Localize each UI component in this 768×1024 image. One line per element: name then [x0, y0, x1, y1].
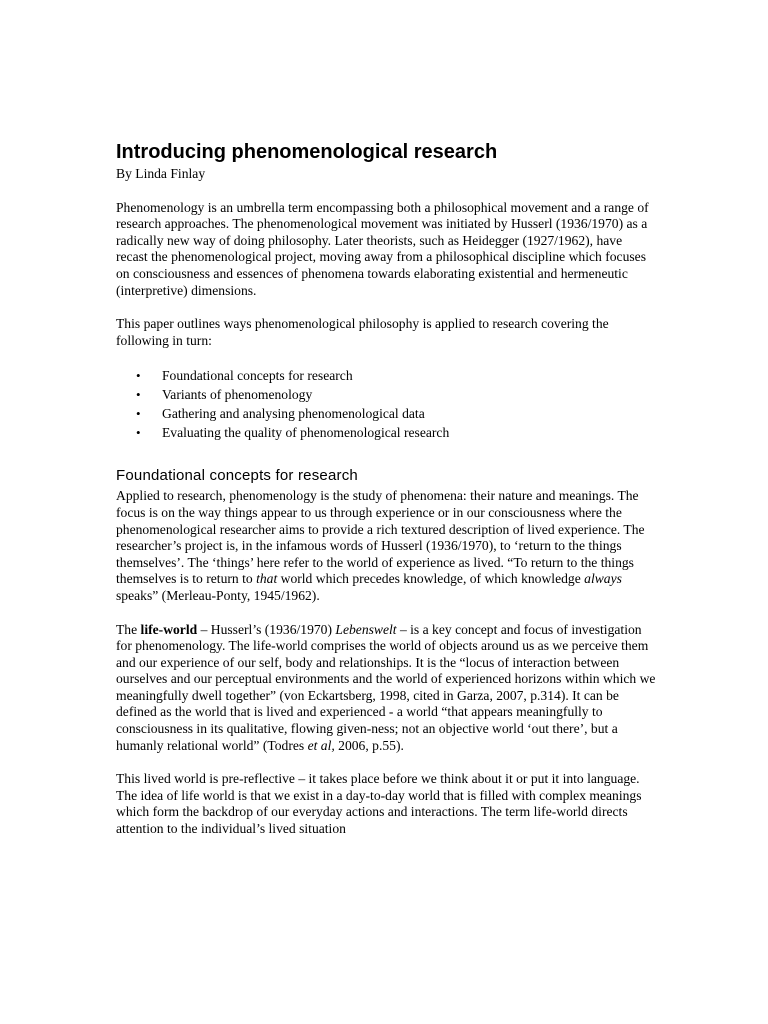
- bullet-icon: •: [136, 387, 141, 403]
- topic-list: [116, 366, 656, 442]
- list-item: [136, 404, 656, 423]
- section-heading: Foundational concepts for research: [116, 467, 358, 485]
- topic-label: Gathering and analysing phenomenological data: [162, 406, 425, 422]
- body-paragraph: The life-world – Husserl’s (1936/1970) Lebenswelt – is a key concept and focus of investigation for phenomenology. The life-world comprises the world of objects around us as we perceive them and our experience of our self, body and relationships. It is the “locus of interaction between ourselves and our perceptual environments and the world of experienced horizons within which we meaningfully dwell together” (von Eckartsberg, 1998, cited in Garza, 2007, p.314). It can be defined as the world that is lived and experienced - a world “that appears meaningfully to consciousness in its qualitative, flowing given-ness; not an objective world ‘out there’, but a humanly relational world” (Todres et al, 2006, p.55).: [116, 621, 656, 753]
- document-title: Introducing phenomenological research: [116, 141, 498, 163]
- bullet-icon: •: [136, 368, 141, 384]
- outline-paragraph: This paper outlines ways phenomenological philosophy is applied to research covering the following in turn:: [116, 316, 609, 348]
- body-paragraph: Applied to research, phenomenology is the study of phenomena: their nature and meanings. The focus is on the way things appear to us through experience or in our consciousness where the phenomenological researcher aims to provide a rich textured description of lived experience. The researcher’s project is, in the infamous words of Husserl (1936/1970), to ‘return to the things themselves’. The ‘things’ here refer to the world of experience as lived. “To return to the things themselves is to return to that world which precedes knowledge, of which knowledge always speaks” (Merleau-Ponty, 1945/1962).: [116, 488, 645, 603]
- topic-label: Variants of phenomenology: [162, 387, 313, 403]
- topic-label: Evaluating the quality of phenomenological research: [162, 425, 450, 441]
- document-page: [116, 140, 656, 838]
- bullet-icon: •: [136, 406, 141, 422]
- body-paragraph: This lived world is pre-reflective – it takes place before we think about it or put it into language. The idea of life world is that we exist in a day-to-day world that is filled with complex meanings which form the backdrop of our everyday actions and interactions. The term life-world directs attention to the individual’s lived situation: [116, 771, 642, 837]
- intro-paragraph: Phenomenology is an umbrella term encompassing both a philosophical movement and a range of research approaches. The phenomenological movement was initiated by Husserl (1936/1970) as a radically new way of doing philosophy. Later theorists, such as Heidegger (1927/1962), have recast the phenomenological project, moving away from a philosophical discipline which focuses on consciousness and essences of phenomena towards elaborating existential and hermeneutic (interpretive) dimensions.: [116, 199, 649, 298]
- bullet-icon: •: [136, 425, 141, 441]
- topic-label: Foundational concepts for research: [162, 368, 353, 384]
- life-world-term: life-world: [140, 621, 198, 637]
- list-item: [136, 423, 656, 442]
- list-item: [136, 366, 656, 385]
- author-byline: By Linda Finlay: [116, 166, 206, 181]
- list-item: [136, 385, 656, 404]
